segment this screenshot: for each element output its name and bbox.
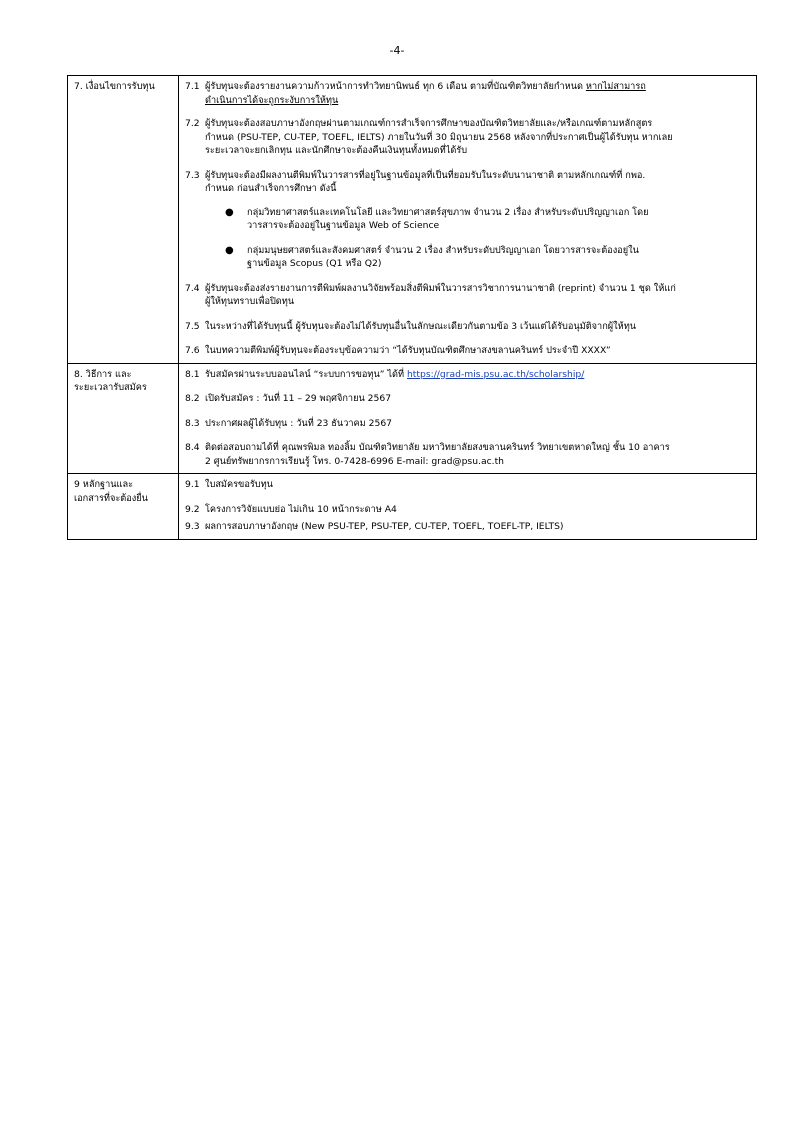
heading-line: 9 หลักฐานและ — [74, 479, 134, 490]
item-text: ระยะเวลาจะยกเลิกทุน และนักศึกษาจะต้องคืนเงินทุนทั้งหมดที่ได้รับ — [205, 145, 468, 156]
item-number: 8.3 — [185, 417, 200, 429]
section-8-body — [179, 363, 757, 474]
page-number: -4- — [389, 44, 405, 57]
item-number: 8.4 — [185, 442, 200, 453]
item-9-3 — [185, 520, 750, 534]
item-text: ประกาศผลผู้ได้รับทุน : วันที่ 23 ธันวาคม 2567 — [205, 417, 393, 429]
item-text: เปิดรับสมัคร : วันที่ 11 – 29 พฤศจิกายน 2567 — [205, 393, 392, 404]
item-8-2 — [185, 392, 750, 406]
item-text: ในบทความตีพิมพ์ผู้รับทุนจะต้องระบุข้อความว่า “ได้รับทุนบัณฑิตศึกษาสงขลานครินทร์ ประจำปี XXXX” — [205, 345, 611, 356]
section-9-body — [179, 474, 757, 540]
item-number: 7.2 — [185, 118, 200, 129]
heading-line: 8. วิธีการ และ — [74, 368, 132, 380]
item-text-underlined: ดำเนินการได้จะถูกระงับการให้ทุน — [205, 94, 339, 106]
item-number: 9.3 — [185, 521, 200, 532]
section-8-heading — [68, 363, 179, 474]
item-text: ผู้รับทุนจะต้องรายงานความก้าวหน้าการทำวิทยานิพนธ์ ทุก 6 เดือน ตามที่บัณฑิตวิทยาลัยกำหนด — [205, 81, 583, 92]
item-number: 7.1 — [185, 81, 200, 92]
section-7-body — [179, 76, 757, 364]
section-8-row — [68, 363, 757, 474]
scholarship-link[interactable]: https://grad-mis.psu.ac.th/scholarship/ — [406, 368, 585, 380]
scholarship-conditions-table — [67, 75, 757, 540]
item-8-1 — [185, 368, 750, 382]
item-text: ผลการสอบภาษาอังกฤษ (New PSU-TEP, PSU-TEP, CU-TEP, TOEFL, TOEFL-TP, IELTS) — [205, 521, 564, 532]
item-text: ผู้รับทุนจะต้องมีผลงานตีพิมพ์ในวารสารที่อยู่ในฐานข้อมูลที่เป็นที่ยอมรับในระดับนานาชาติ ตามหลักเกณฑ์ที่ กพอ. — [205, 169, 646, 181]
item-number: 7.6 — [185, 345, 200, 356]
section-9-row — [68, 474, 757, 540]
item-number: 8.1 — [185, 368, 200, 380]
item-text: กำหนด ก่อนสำเร็จการศึกษา ดังนี้ — [205, 183, 337, 194]
item-text: ผู้ให้ทุนทราบเพื่อปิดทุน — [205, 296, 295, 307]
item-8-3 — [185, 417, 750, 431]
bullet-text: ฐานข้อมูล Scopus (Q1 หรือ Q2) — [247, 258, 382, 269]
section-7-row — [68, 76, 757, 364]
item-text: กำหนด (PSU-TEP, CU-TEP, TOEFL, IELTS) ภายในวันที่ 30 มิถุนายน 2568 หลังจากที่ประกาศเป็นผู้ได้รับทุน หากเลย — [205, 131, 673, 143]
item-number: 7.3 — [185, 169, 200, 181]
item-number: 7.4 — [185, 282, 200, 294]
item-number: 9.1 — [185, 479, 200, 490]
item-7-5 — [185, 320, 750, 334]
bullet-text: วารสารจะต้องอยู่ในฐานข้อมูล Web of Science — [247, 220, 440, 231]
item-text: 2 ศูนย์ทรัพยากรการเรียนรู้ โทร. 0-7428-6996 E-mail: grad@psu.ac.th — [205, 455, 504, 467]
section-7-heading: 7. เงื่อนไขการรับทุน — [68, 76, 179, 364]
item-text-underlined: หากไม่สามารถ — [585, 81, 646, 92]
section-9-heading — [68, 474, 179, 540]
item-text: โครงการวิจัยแบบย่อ ไม่เกิน 10 หน้ากระดาษ A4 — [205, 503, 397, 515]
item-number: 8.2 — [185, 393, 200, 404]
item-number: 7.5 — [185, 320, 200, 332]
item-7-1 — [185, 80, 750, 107]
item-7-6 — [185, 344, 750, 358]
heading-line: ระยะเวลารับสมัคร — [74, 382, 147, 393]
bullet-text: กลุ่มวิทยาศาสตร์และเทคโนโลยี และวิทยาศาสตร์สุขภาพ จำนวน 2 เรื่อง สำหรับระดับปริญญาเอก โดย — [247, 206, 649, 218]
bullet-text: กลุ่มมนุษยศาสตร์และสังคมศาสตร์ จำนวน 2 เรื่อง สำหรับระดับปริญญาเอก โดยวารสารจะต้องอยู่ใน — [247, 244, 639, 256]
item-text: ในระหว่างที่ได้รับทุนนี้ ผู้รับทุนจะต้องไม่ได้รับทุนอื่นในลักษณะเดียวกันตามข้อ 3 เว้นแต่ได้รับอนุมัติจากผู้ให้ทุน — [205, 320, 637, 332]
item-number: 9.2 — [185, 503, 200, 515]
bullet-icon: ● — [225, 206, 234, 218]
item-text: ติดต่อสอบถามได้ที่ คุณพรพิมล ทองลิ้ม บัณฑิตวิทยาลัย มหาวิทยาลัยสงขลานครินทร์ วิทยาเขตหาดใหญ่ ชั้น 10 อาคาร — [205, 442, 670, 453]
item-text: ผู้รับทุนจะต้องสอบภาษาอังกฤษผ่านตามเกณฑ์การสำเร็จการศึกษาของบัณฑิตวิทยาลัยและ/หรือเกณฑ์ตามหลักสูตร — [205, 118, 653, 129]
bullet-item — [225, 206, 750, 233]
item-text: ผู้รับทุนจะต้องส่งรายงานการตีพิมพ์ผลงานวิจัยพร้อมสิ่งตีพิมพ์ในวารสารวิชาการนานาชาติ (reprint) จำนวน 1 ชุด ให้แก่ — [205, 282, 676, 294]
item-text: รับสมัครผ่านระบบออนไลน์ “ระบบการขอทุน” ได้ที่ — [205, 368, 405, 380]
item-text: ใบสมัครขอรับทุน — [205, 479, 273, 490]
bullet-icon: ● — [225, 244, 234, 256]
item-7-4 — [185, 282, 750, 309]
item-8-4 — [185, 441, 750, 468]
item-9-2 — [185, 503, 750, 517]
item-7-2 — [185, 117, 750, 158]
bullet-item — [225, 244, 750, 271]
item-9-1 — [185, 478, 750, 492]
heading-line: เอกสารที่จะต้องยื่น — [74, 492, 148, 504]
item-7-3 — [185, 169, 750, 196]
